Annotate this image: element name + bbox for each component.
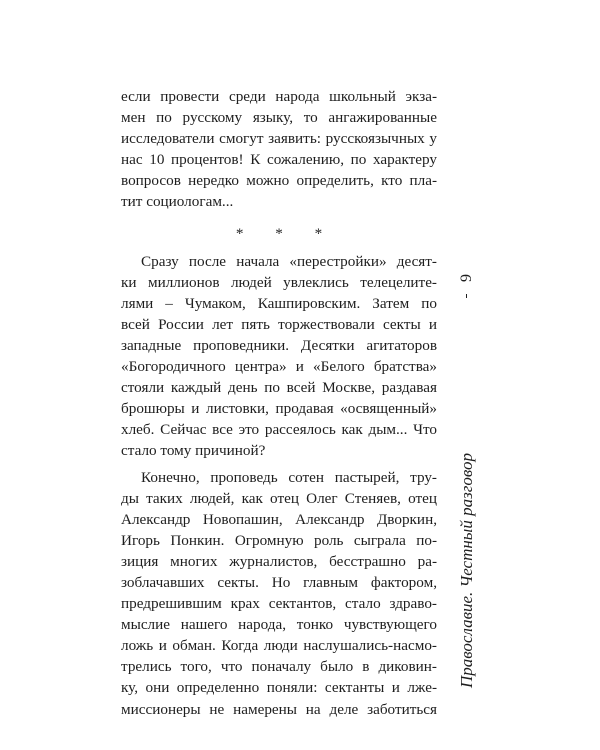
body-text [121, 86, 437, 720]
text-line: трелись того, что поначалу было в диковин- [121, 658, 437, 676]
paragraph-3 [121, 467, 437, 720]
text-line: Александр Новопашин, Александр Дворкин, [121, 510, 437, 528]
text-line: вопросов нередко можно определить, кто пла- [121, 172, 437, 190]
text-line: «Богородичного центра» и «Белого братства» [121, 358, 437, 376]
text-line: мыслие нашего народа, тонко чувствующего [121, 616, 437, 634]
text-line: тит социологам... [121, 193, 234, 211]
text-line: стояли каждый день по всей Москве, раздавая [121, 379, 437, 397]
running-head-divider [466, 294, 467, 298]
text-line: хлеб. Сейчас все это рассеялось как дым... Что [121, 421, 437, 439]
paragraph-1 [121, 86, 437, 213]
text-line: ды таких людей, как отец Олег Стеняев, отец [121, 489, 437, 507]
text-line: всей России лет пять торжествовали секты и [121, 315, 437, 333]
text-line: стало тому причиной? [121, 442, 266, 460]
text-line: предрешившим крах сектантов, стало здраво- [121, 595, 437, 613]
text-line: зиция многих журналистов, бесстрашно ра- [121, 552, 437, 570]
text-line: ки миллионов людей увлеклись телецелите- [121, 273, 437, 291]
running-head [452, 264, 482, 692]
page-number: 9 [458, 274, 475, 282]
text-line: ложь и обман. Когда люди наслушались-насмо- [121, 637, 437, 655]
text-line: лями – Чумаком, Кашпировским. Затем по [121, 294, 437, 312]
text-line: ку, они определенно поняли: сектанты и лже- [121, 679, 437, 697]
paragraph-2 [121, 251, 437, 462]
text-line: брошюры и листовки, продавая «освященный» [121, 400, 437, 418]
text-line: если провести среди народа школьный экза- [121, 88, 437, 105]
text-line: зоблачавших секты. Но главным фактором, [121, 573, 437, 591]
section-separator: * * * [235, 224, 337, 242]
running-head-title: Православие. Честный разговор [457, 453, 476, 688]
text-line: западные проповедники. Десятки агитаторов [121, 336, 437, 354]
text-line: нас 10 процентов! К сожалению, по характеру [121, 151, 437, 169]
text-line: Сразу после начала «перестройки» десят- [141, 252, 437, 270]
text-line: исследователи смогут заявить: русскоязычных у [121, 130, 437, 148]
text-line: Конечно, проповедь сотен пастырей, тру- [141, 468, 437, 486]
text-line: мен по русскому языку, то ангажированные [121, 109, 437, 127]
text-line: миссионеры не намерены на деле заботиться [121, 700, 437, 718]
text-line: Игорь Понкин. Огромную роль сыграла по- [121, 531, 437, 549]
